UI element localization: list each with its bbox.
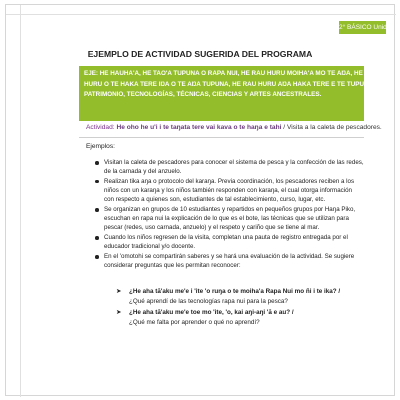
list-item-line: escuchan en rapa nui la explicación de lo que es el bote, las técnicas que se utilizan para [104,215,349,223]
question-item [116,308,364,327]
list-item [94,177,360,205]
list-item-line: con respecto a quienes son, estudiantes de tal establecimiento, curso, lugar, etc. [104,196,326,204]
eje-banner [79,66,375,121]
arrow-bullet-icon: ➤ [116,309,122,316]
questions-list [116,287,364,329]
margin-line-horizontal [6,14,396,15]
list-item-line: educador tradicional y/o docente. [104,243,196,251]
arrow-bullet-icon: ➤ [116,288,122,295]
list-item [94,233,360,251]
activity-label: Actividad: [86,124,115,131]
list-item-line: Se organizan en grupos de 10 estudiantes y repartidos en pequeños grupos por Haŋa Piko, [104,206,356,214]
list-item [94,205,360,233]
list-item [94,158,364,176]
list-item-line: Visitan la caleta de pescadores para conocer el sistema de pesca y la confección de las redes, [104,159,364,166]
list-item-line: En el 'omotohi se compartirán saberes y se hará una evaluación de la actividad. Se sugiere [104,253,355,261]
eje-line: PATRIMONIO, TECNOLOGÍAS, TÉCNICAS, CIENCIAS Y ARTES ANCESTRALES. [84,91,322,98]
activity-separator: / [281,124,287,131]
question-item [116,287,364,306]
eje-line: HURU O TE HAKA TERE IŊA O TE AŊA TUPUNA, HE RAU HURU AŊA HAKA TERE E TE TUPUNA/ [84,80,375,88]
question-spanish: ¿Qué me falta por aprender o qué no aprendí? [129,318,260,326]
list-item-line: Cuando los niños regresen de la visita, completan una pauta de registro entregada por el [104,234,348,242]
margin-line-vertical [20,5,21,397]
bullet-icon [95,255,99,259]
bullet-icon [95,208,99,212]
activity-title-rapanui: He oho he u'i i te taŋata tere vai kava o te haŋa e tahi [116,124,282,131]
activity-line [86,122,382,133]
eje-line: EJE: HE HAUHA'A, HE TAO'A TUPUNA O RAPA NUI, HE RAU HURU MOIHA'A MO TE AŊA, HE [84,70,363,77]
question-rapanui: ¿He aha tā'aku me'e toe mo 'ite, 'o, kai aŋi-aŋi 'ā e au? / [129,309,294,316]
list-item-line: pescar (redes, uso carnada, anzuelo) y el respeto y cariño que se tiene al mar. [104,224,320,232]
examples-label: Ejemplos: [86,143,115,150]
page-title: EJEMPLO DE ACTIVIDAD SUGERIDA DEL PROGRAMA [87,49,313,59]
list-item-line: considerar preguntas que les permitan reconocer: [104,262,241,270]
list-item [94,252,360,270]
question-spanish: ¿Qué aprendí de las tecnologías rapa nui para la pesca? [129,297,288,305]
examples-list [94,158,364,271]
bullet-icon [95,236,99,240]
activity-title-spanish: Visita a la caleta de pescadores. [286,124,382,131]
section-divider [79,137,364,138]
bullet-icon [95,161,99,165]
question-rapanui: ¿He aha tā'aku me'e i 'ite 'o ruŋa o te moiha'a Rapa Nui mo ñi i te ika? / [129,288,341,295]
list-item-line: Realizan tika aŋa o protocolo del karaŋa. Previa coordinación, los pescadores reciben a los [104,177,355,185]
bullet-icon [95,180,99,184]
list-item-line: niños con un karaŋa y los niños también responden con karaŋa, el cual otorga información [104,187,352,195]
list-item-line: de la carnada y del anzuelo. [104,168,182,176]
grade-unit-badge: 2° BÁSICO Unidad 4 [339,21,386,34]
